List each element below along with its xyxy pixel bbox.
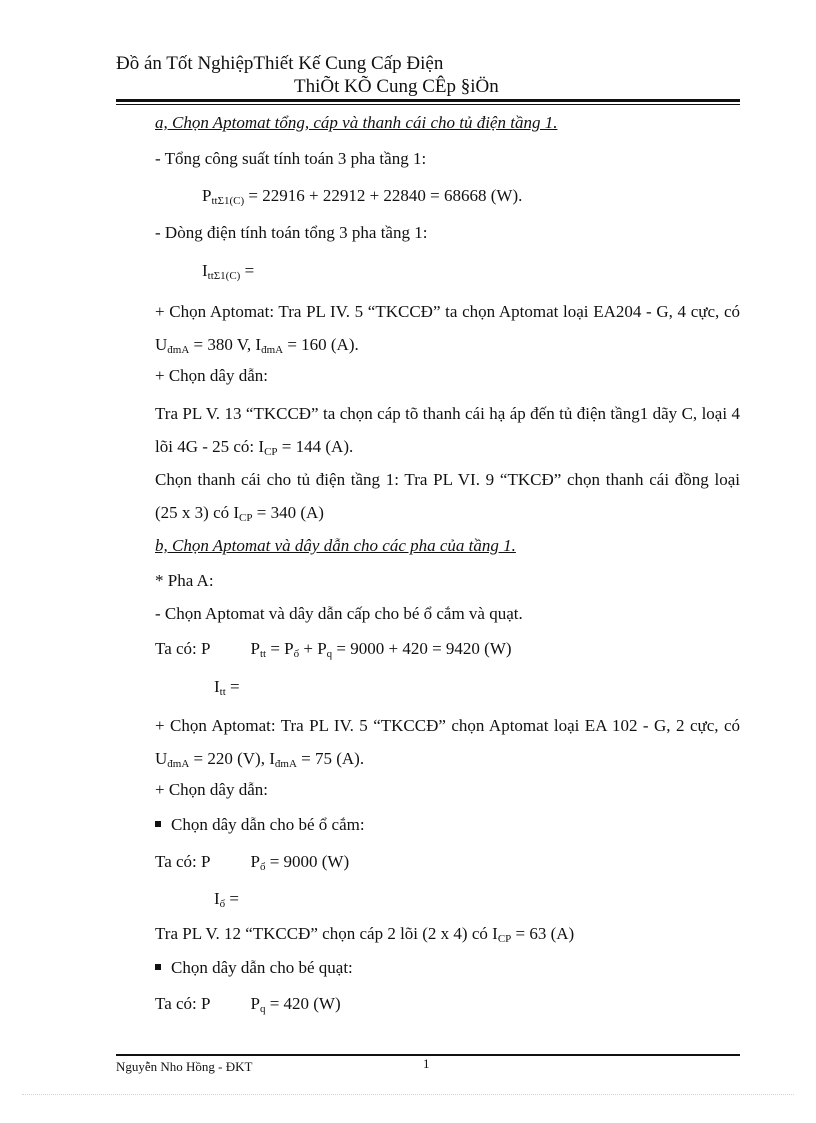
paragraph-cable-choice: Tra PL V. 13 “TKCCĐ” ta chọn cáp tõ thanh cái hạ áp đến tủ điện tầng1 dãy C, loại 4 lõi 4G - 25 có: $I_{CP} = 144$ (A).: [155, 404, 740, 458]
bullet-socket-wire: Chọn dây dẫn cho bé ổ cắm:: [116, 814, 740, 835]
formula-socket-power: Ta có: P $P_ổ = 9000$ (W): [155, 852, 350, 873]
footer-page-number: 1: [423, 1056, 430, 1071]
bullet-fan-wire: Chọn dây dẫn cho bé quạt:: [116, 957, 740, 978]
header-rule-thick: [116, 99, 740, 102]
section-a-title: a, Chọn Aptomat tổng, cáp và thanh cái cho tủ điện tầng 1.: [155, 113, 558, 132]
paragraph-socket-cable: Tra PL V. 12 “TKCCĐ” chọn cáp 2 lõi (2 x 4) có $I_{CP} = 63$ (A): [155, 924, 575, 945]
bullet-square-icon: [155, 821, 161, 827]
paragraph-choose-wire: + Chọn dây dẫn:: [155, 366, 268, 385]
paragraph-total-current-label: - Dòng điện tính toán tổng 3 pha tầng 1:: [155, 223, 428, 242]
formula-fan-power: Ta có: P $P_q = 420$ (W): [155, 994, 341, 1015]
paragraph-phase-a: * Pha A:: [155, 571, 214, 590]
page-boundary: [22, 1094, 794, 1095]
paragraph-choose-wire-2: + Chọn dây dẫn:: [155, 780, 268, 799]
header-title-garbled: ThiÕt KÕ Cung CÊp §iÖn: [294, 76, 499, 97]
paragraph-aptomat-total: + Chọn Aptomat: Tra PL IV. 5 “TKCCĐ” ta chọn Aptomat loại EA204 - G, 4 cực, có $U_{đmA} = 380$ V, $I_{đmA} = 160$ (A).: [155, 302, 740, 356]
formula-subscript: ttΣ1(C): [211, 195, 245, 207]
formula-socket-current: $I_ổ$ =: [214, 889, 240, 910]
bullet-square-icon: [155, 964, 161, 970]
footer-author: Nguyễn Nho Hồng - ĐKT: [116, 1059, 253, 1074]
formula-total-power: $P_{tt\Sigma 1(C)} = 22916 + 22912 + 22840 = 68668$ (W).: [202, 186, 523, 207]
document-body: [116, 112, 740, 1014]
formula-phase-a-current: $I_{tt}$ =: [214, 677, 240, 698]
paragraph-socket-fan-supply: - Chọn Aptomat và dây dẫn cấp cho bé ổ cắm và quạt.: [155, 604, 523, 623]
paragraph-aptomat-phase-a: + Chọn Aptomat: Tra PL IV. 5 “TKCCĐ” chọn Aptomat loại EA 102 - G, 2 cực, có $U_{đmA} = 220$ (V), $I_{đmA} = 75$ (A).: [155, 716, 740, 770]
paragraph-total-power-label: - Tổng công suất tính toán 3 pha tầng 1:: [155, 149, 427, 168]
formula-total-current: $I_{tt\Sigma 1(C)}$ =: [202, 261, 255, 282]
header-title: Đồ án Tốt NghiệpThiết Kế Cung Cấp Điện: [116, 53, 444, 74]
section-b-title: b, Chọn Aptomat và dây dẫn cho các pha của tầng 1.: [155, 536, 516, 555]
paragraph-busbar-choice: Chọn thanh cái cho tủ điện tầng 1: Tra PL VI. 9 “TKCĐ” chọn thanh cái đồng loại (25 x 3) có $I_{CP} = 340$ (A): [155, 470, 740, 524]
header-rule-thin: [116, 104, 740, 105]
page-header: [116, 52, 740, 98]
formula-phase-a-power: Ta có: P $P_{tt} = P_ổ + P_q = 9000 + 420 = 9420$ (W): [155, 639, 512, 660]
formula-subscript: ttΣ1(C): [207, 270, 241, 282]
